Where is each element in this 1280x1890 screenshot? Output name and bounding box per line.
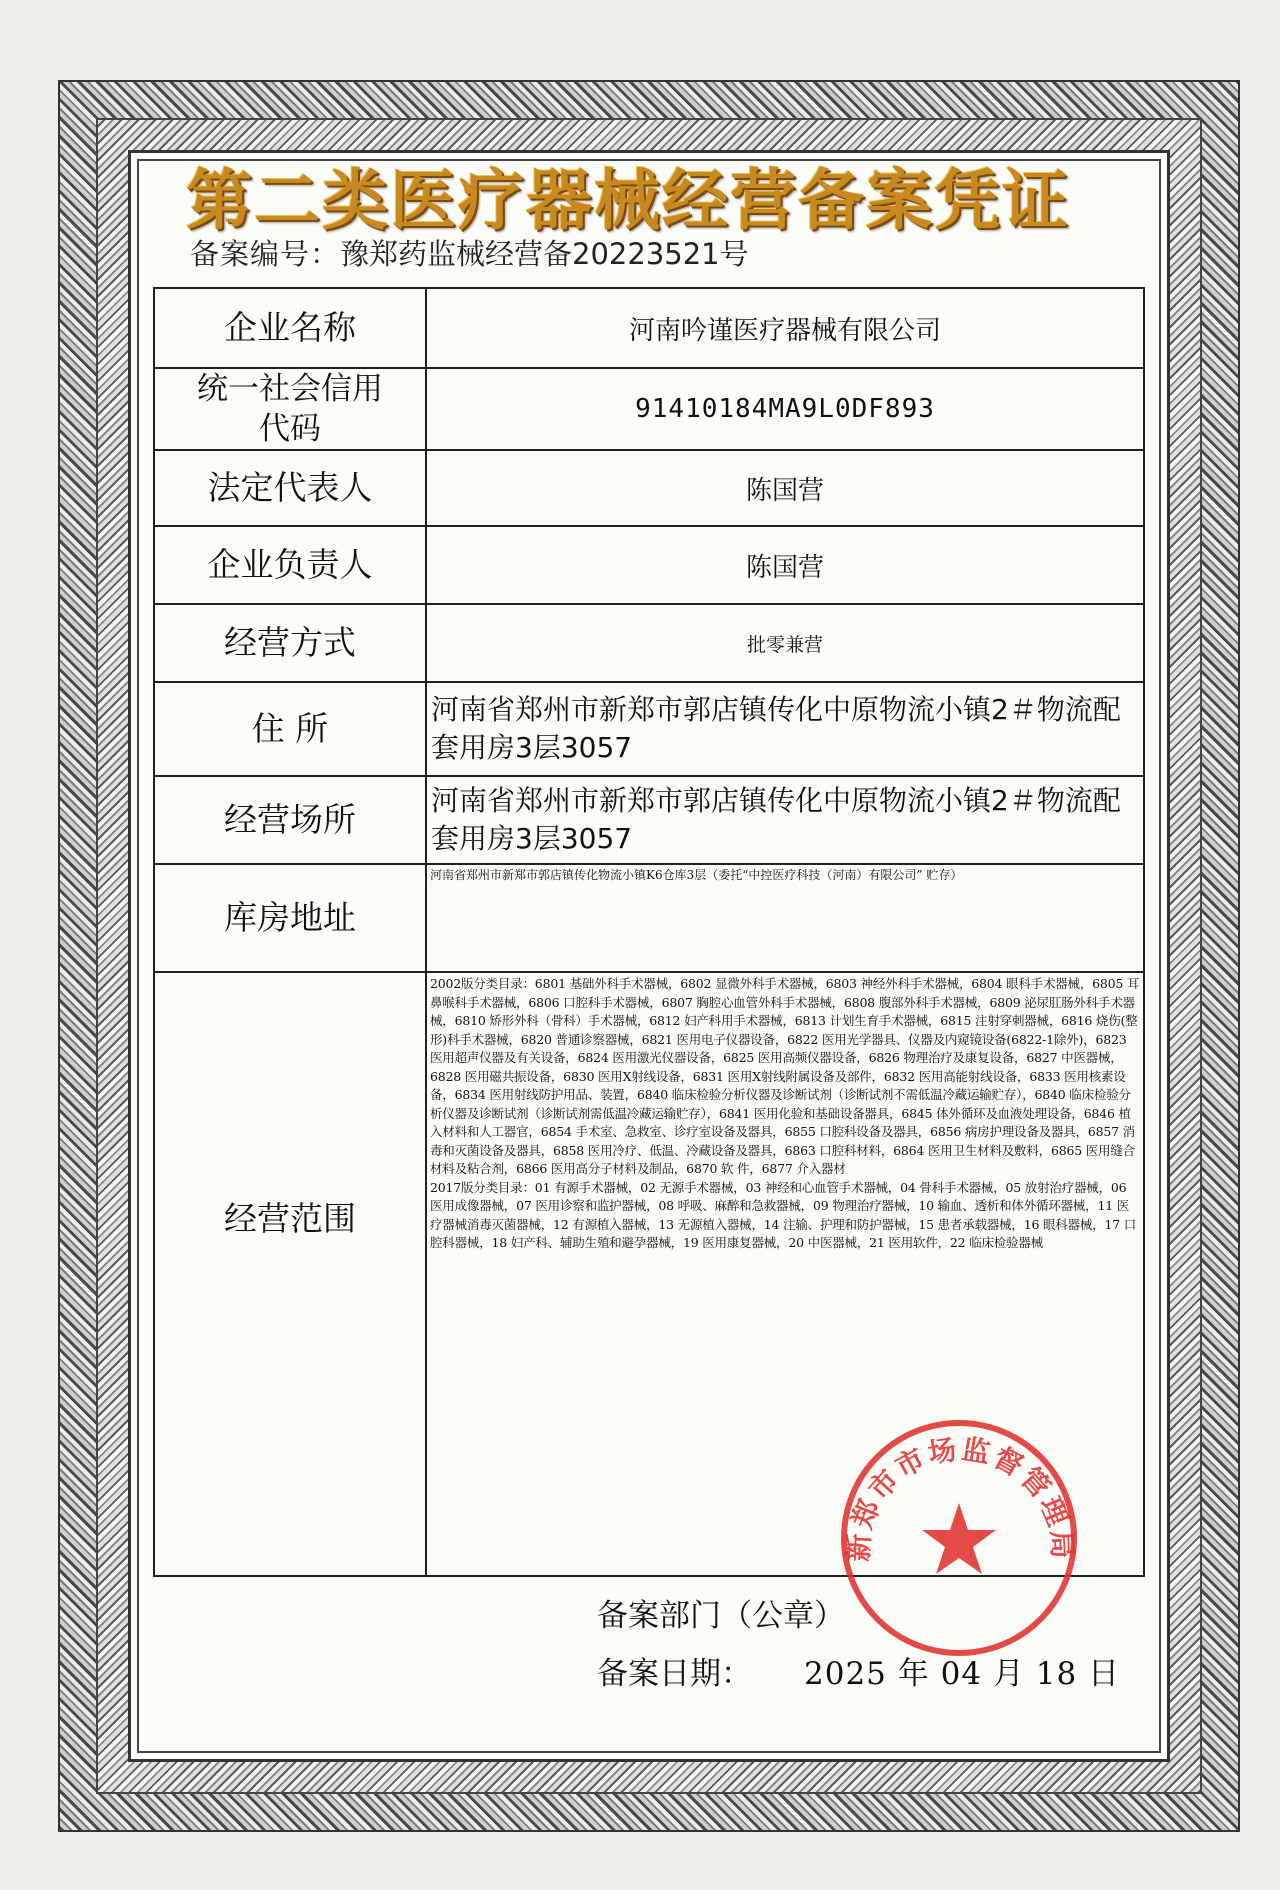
official-seal-stamp bbox=[838, 1417, 1080, 1659]
row-value-legal-rep: 陈国营 bbox=[426, 450, 1144, 526]
table-row bbox=[154, 776, 1144, 864]
row-value-responsible-person: 陈国营 bbox=[426, 526, 1144, 604]
table-row bbox=[154, 682, 1144, 776]
seal-star-icon bbox=[922, 1503, 996, 1574]
registration-number bbox=[190, 232, 749, 273]
table-row bbox=[154, 368, 1144, 450]
row-label-business-scope: 经营范围 bbox=[154, 972, 426, 1576]
filing-date-value: 2025 年 04 月 18 日 bbox=[804, 1656, 1121, 1692]
row-value-domicile: 河南省郑州市新郑市郭店镇传化中原物流小镇2＃物流配套用房3层3057 bbox=[426, 682, 1144, 776]
filing-department-label: 备案部门（公章） bbox=[597, 1598, 845, 1634]
row-value-warehouse: 河南省郑州市新郑市郭店镇传化物流小镇K6仓库3层（委托“中控医疗科技（河南）有限公司” 贮存） bbox=[426, 864, 1144, 972]
row-label-warehouse: 库房地址 bbox=[154, 864, 426, 972]
row-label-legal-rep: 法定代表人 bbox=[154, 450, 426, 526]
table-row bbox=[154, 450, 1144, 526]
registration-number-label: 备案编号： bbox=[190, 237, 341, 271]
svg-text:新郑市市场监督管理局: 新郑市市场监督管理局 bbox=[841, 1432, 1080, 1563]
row-value-company-name: 河南吟谨医疗器械有限公司 bbox=[426, 288, 1144, 368]
row-label-domicile: 住 所 bbox=[154, 682, 426, 776]
table-row bbox=[154, 864, 1144, 972]
filing-date bbox=[597, 1648, 1120, 1693]
row-label-business-premises: 经营场所 bbox=[154, 776, 426, 864]
table-row bbox=[154, 288, 1144, 368]
row-value-business-mode: 批零兼营 bbox=[426, 604, 1144, 682]
row-value-business-premises: 河南省郑州市新郑市郭店镇传化中原物流小镇2＃物流配套用房3层3057 bbox=[426, 776, 1144, 864]
registration-number-value: 豫郑药监械经营备20223521号 bbox=[340, 237, 749, 271]
row-value-credit-code: 91410184MA9L0DF893 bbox=[426, 368, 1144, 450]
filing-date-label: 备案日期： bbox=[597, 1656, 752, 1692]
row-label-credit-code: 统一社会信用代码 bbox=[154, 368, 426, 450]
row-value-business-scope: 2002版分类目录：6801 基础外科手术器械，6802 显微外科手术器械，6803 神经外科手术器械，6804 眼科手术器械，6805 耳鼻喉科手术器械，6806 口腔科手术器械，6807 胸腔心血管外科手术器械，6808 腹部外科手术器械，6809 泌尿肛肠外科手术器械，6810 矫形外科（骨科）手术器械，6812 妇产科用手术器械，6813 计划生育手术器械，6815 注射穿刺器械，6816 烧伤(整形)科手术器械，6820 普通诊察器械，6821 医用电子仪器设备，6822 医用光学器具、仪器及内窥镜设备(6822-1除外)，6823 医用超声仪器及有关设备，6824 医用激光仪器设备，6825 医用高频仪器设备，6826 物理治疗及康复设备，6827 中医器械，6828 医用磁共振设备，6830 医用X射线设备，6831 医用X射线附属设备及部件，6832 医用高能射线设备，6833 医用核素设备，6834 医用射线防护用品、装置，6840 临床检验分析仪器及诊断试剂（诊断试剂不需低温冷藏运输贮存），6840 临床检验分析仪器及诊断试剂（诊断试剂需低温冷藏运输贮存），6841 医用化验和基础设备器具，6845 体外循环及血液处理设备，6846 植入材料和人工器官，6854 手术室、急救室、诊疗室设备及器具，6855 口腔科设备及器具，6856 病房护理设备及器具，6857 消毒和灭菌设备及器具，6858 医用冷疗、低温、冷藏设备及器具，6863 口腔科材料，6864 医用卫生材料及敷料，6865 医用缝合材料及粘合剂，6866 医用高分子材料及制品，6870 软 件，6877 介入器材 2017版分类目录：01 有源手术器械，02 无源手术器械，03 神经和心血管手术器械，04 骨科手术器械，05 放射治疗器械，06 医用成像器械，07 医用诊察和监护器械，08 呼吸、麻醉和急救器械，09 物理治疗器械，10 输血、透析和体外循环器械，11 医疗器械消毒灭菌器械，12 有源植入器械，13 无源植入器械，14 注输、护理和防护器械，15 患者承载器械，16 眼科器械，17 口腔科器械，18 妇产科、辅助生殖和避孕器械，19 医用康复器械，20 中医器械，21 医用软件，22 临床检验器械 bbox=[426, 972, 1144, 1576]
row-label-company-name: 企业名称 bbox=[154, 288, 426, 368]
info-table bbox=[153, 287, 1145, 1577]
table-row bbox=[154, 526, 1144, 604]
row-label-responsible-person: 企业负责人 bbox=[154, 526, 426, 604]
certificate-title: 第二类医疗器械经营备案凭证 bbox=[186, 161, 1070, 239]
table-row bbox=[154, 604, 1144, 682]
row-label-business-mode: 经营方式 bbox=[154, 604, 426, 682]
